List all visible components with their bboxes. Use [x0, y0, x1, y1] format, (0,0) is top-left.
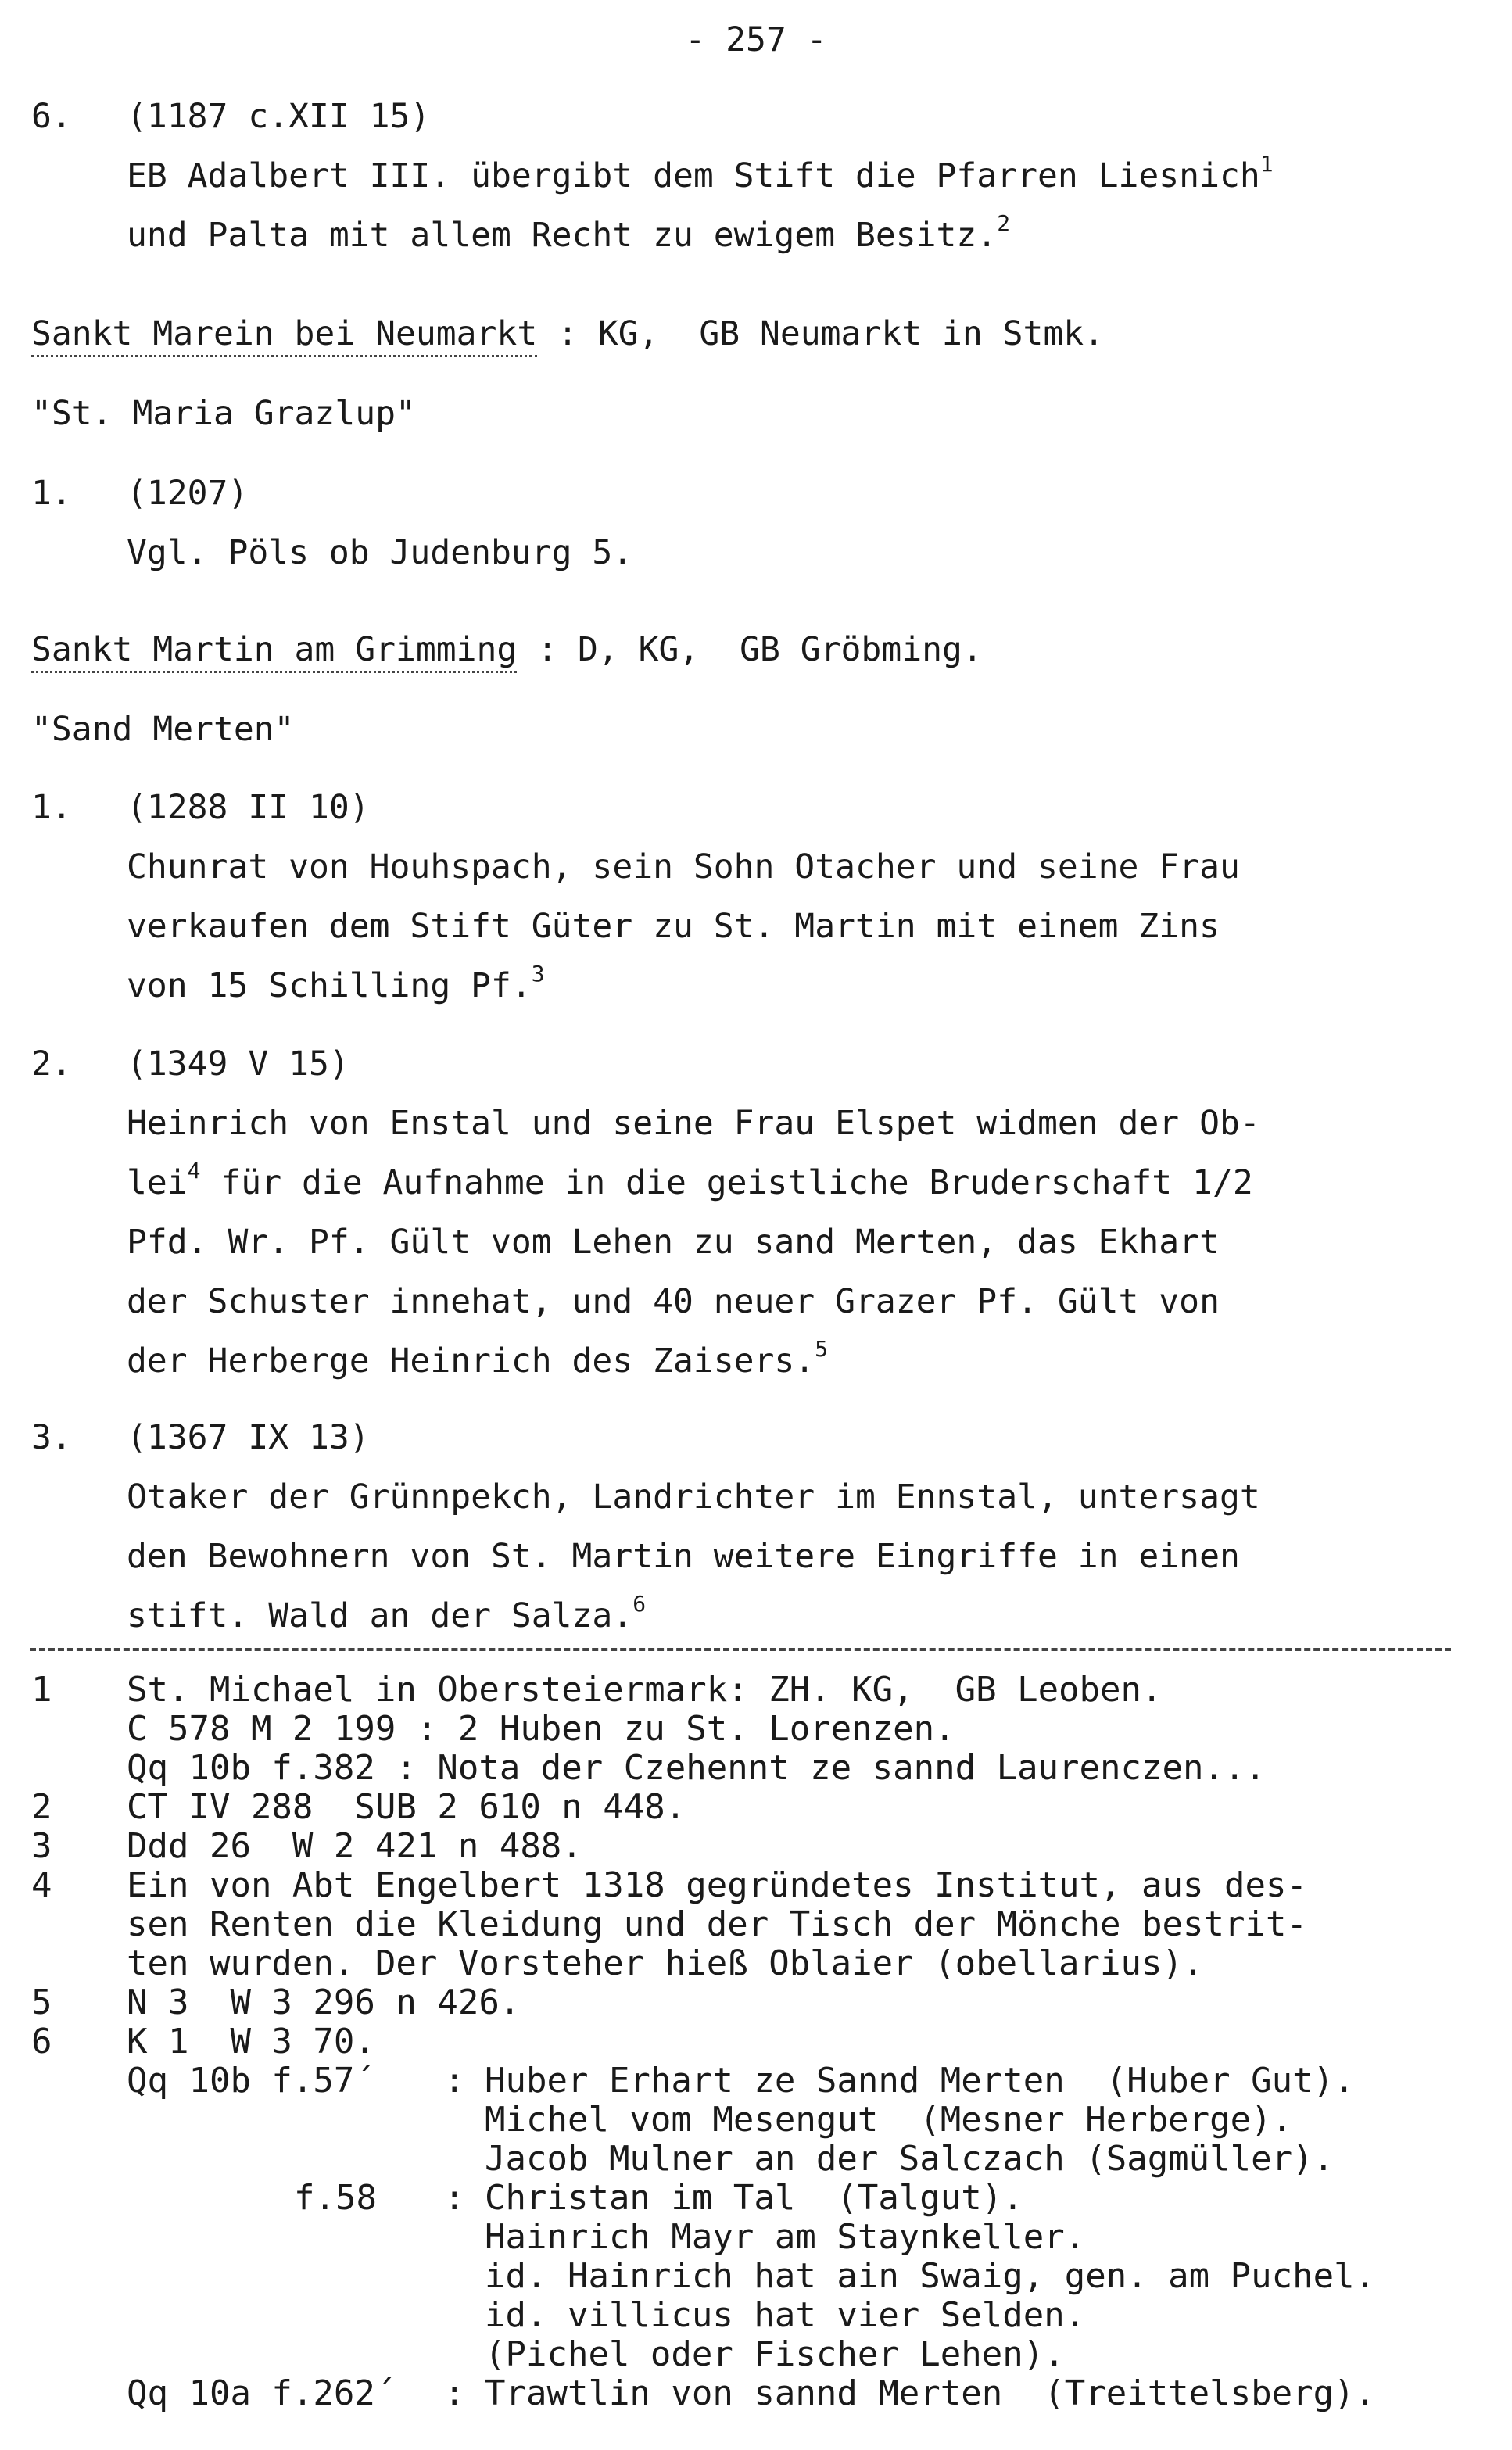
footnote-ref: 2 [997, 210, 1011, 236]
footnote-text: Ddd 26 W 2 421 n 488. [127, 1826, 582, 1866]
footnote-ref: 6 [632, 1591, 647, 1617]
source-separator: : [444, 2373, 465, 2413]
page-number: - 257 - [685, 20, 827, 59]
place-variant-name: "Sand Merten" [31, 710, 295, 749]
source-item: Trawtlin von sannd Merten (Treittelsberg). [485, 2373, 1376, 2413]
place-heading: Sankt Martin am Grimming : D, KG, GB Gröbming. [31, 633, 983, 667]
entry-date: (1288 II 10) [127, 788, 370, 827]
entry-text-line: Otaker der Grünnpekch, Landrichter im Ennstal, untersagt [127, 1478, 1260, 1517]
place-name: Sankt Martin am Grimming [31, 630, 517, 673]
footnote-number: 6 [31, 2022, 52, 2061]
footnote-text: CT IV 288 SUB 2 610 n 448. [127, 1787, 686, 1827]
entry-text-line: Vgl. Pöls ob Judenburg 5. [127, 533, 633, 572]
entry-text-line: stift. Wald an der Salza.$^6$ [127, 1591, 647, 1635]
source-item: Christan im Tal (Talgut). [485, 2178, 1023, 2218]
footnote-number: 1 [31, 1670, 52, 1710]
footnote-ref: 3 [531, 961, 545, 987]
entry-text-line: Chunrat von Houhspach, sein Sohn Otacher und seine Frau [127, 847, 1240, 887]
entry-date: (1367 IX 13) [127, 1418, 370, 1457]
entry-number: 1. [31, 474, 72, 513]
entry-number: 6. [31, 97, 72, 136]
source-separator: : [444, 2178, 465, 2218]
footnote-text: ten wurden. Der Vorsteher hieß Oblaier (obellarius). [127, 1943, 1204, 1983]
footnote-ref: 1 [1259, 151, 1274, 177]
entry-date: (1187 c.XII 15) [127, 97, 431, 136]
footnote-number: 4 [31, 1865, 52, 1905]
entry-text-line: lei$^4$ für die Aufnahme in die geistliche Bruderschaft 1/2 [127, 1158, 1253, 1202]
footnote-number: 5 [31, 1983, 52, 2022]
footnote-text: N 3 W 3 296 n 426. [127, 1983, 521, 2022]
source-ref: f.58 [294, 2178, 377, 2218]
footnote-text: sen Renten die Kleidung und der Tisch der Mönche bestrit- [127, 1904, 1307, 1944]
footnote-separator [30, 1648, 1451, 1651]
source-ref: Qq 10b f.57´ [127, 2061, 375, 2101]
footnote-text: C 578 M 2 199 : 2 Huben zu St. Lorenzen. [127, 1709, 955, 1749]
source-item: Michel vom Mesengut (Mesner Herberge). [485, 2100, 1293, 2140]
footnote-text: Ein von Abt Engelbert 1318 gegründetes Institut, aus des- [127, 1865, 1307, 1905]
source-item: Jacob Mulner an der Salczach (Sagmüller). [485, 2139, 1335, 2179]
entry-date: (1349 V 15) [127, 1044, 349, 1084]
source-item: (Pichel oder Fischer Lehen). [485, 2334, 1065, 2374]
entry-text-line: EB Adalbert III. übergibt dem Stift die Pfarren Liesnich$^1$ [127, 151, 1274, 195]
entry-text-line: von 15 Schilling Pf.$^3$ [127, 961, 545, 1005]
footnote-ref: 5 [815, 1336, 829, 1362]
footnote-number: 2 [31, 1787, 52, 1827]
place-heading: Sankt Marein bei Neumarkt : KG, GB Neumarkt in Stmk. [31, 317, 1104, 351]
footnote-text: Qq 10b f.382 : Nota der Czehennt ze sannd Laurenczen... [127, 1748, 1266, 1788]
entry-text-line: der Schuster innehat, und 40 neuer Grazer Pf. Gült von [127, 1282, 1220, 1321]
source-ref: Qq 10a f.262´ [127, 2373, 396, 2413]
entry-text-line: Heinrich von Enstal und seine Frau Elspet widmen der Ob- [127, 1104, 1260, 1143]
place-variant-name: "St. Maria Grazlup" [31, 394, 416, 433]
footnote-text: St. Michael in Obersteiermark: ZH. KG, GB Leoben. [127, 1670, 1163, 1710]
place-name: Sankt Marein bei Neumarkt [31, 314, 537, 357]
entry-number: 3. [31, 1418, 72, 1457]
entry-text-line: Pfd. Wr. Pf. Gült vom Lehen zu sand Merten, das Ekhart [127, 1223, 1220, 1262]
source-separator: : [444, 2061, 465, 2101]
source-item: Huber Erhart ze Sannd Merten (Huber Gut). [485, 2061, 1355, 2101]
entry-number: 2. [31, 1044, 72, 1084]
footnote-number: 3 [31, 1826, 52, 1866]
footnote-text: K 1 W 3 70. [127, 2022, 375, 2061]
entry-text-line: der Herberge Heinrich des Zaisers.$^5$ [127, 1336, 829, 1381]
entry-date: (1207) [127, 474, 249, 513]
footnote-ref: 4 [187, 1158, 201, 1184]
source-item: id. Hainrich hat ain Swaig, gen. am Puchel. [485, 2256, 1376, 2296]
entry-text-line: verkaufen dem Stift Güter zu St. Martin mit einem Zins [127, 907, 1220, 946]
entry-text-line: und Palta mit allem Recht zu ewigem Besitz.$^2$ [127, 210, 1011, 255]
entry-number: 1. [31, 788, 72, 827]
entry-text-line: den Bewohnern von St. Martin weitere Eingriffe in einen [127, 1537, 1240, 1576]
source-item: Hainrich Mayr am Staynkeller. [485, 2217, 1086, 2257]
source-item: id. villicus hat vier Selden. [485, 2295, 1086, 2335]
